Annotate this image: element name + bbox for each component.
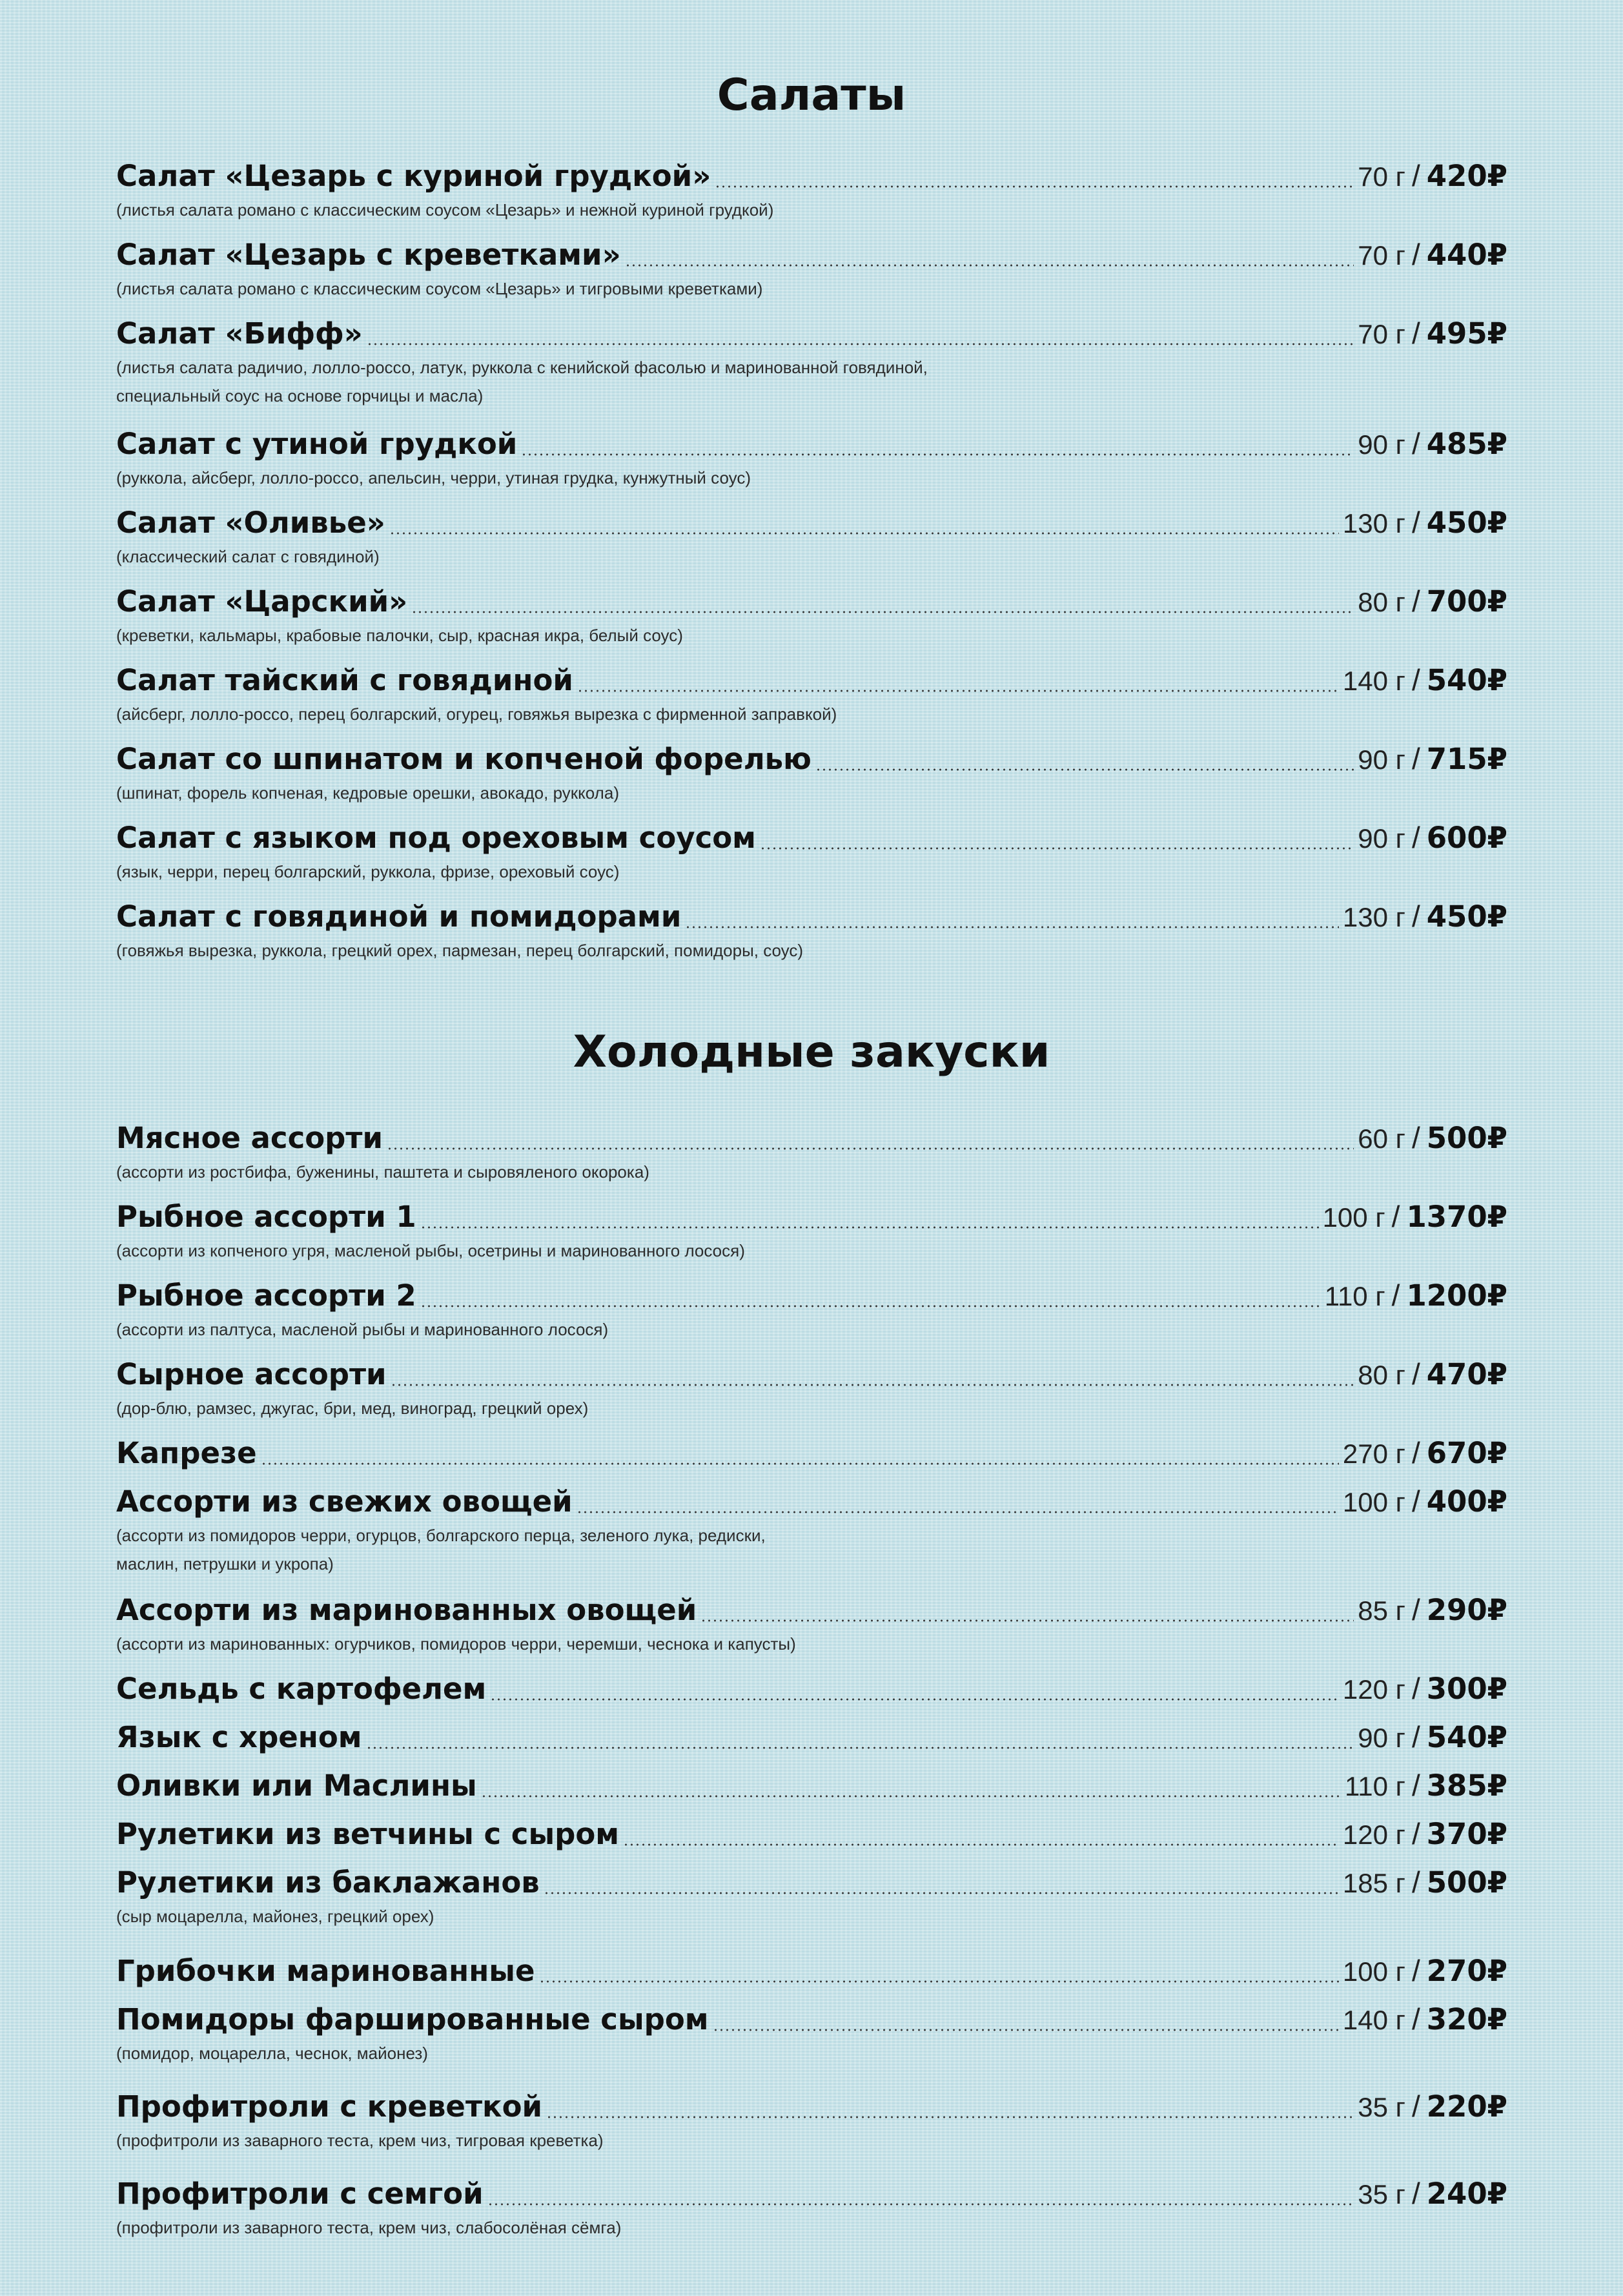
menu-item-weight: 120 г [1342, 1674, 1405, 1705]
menu-item-price: 495₽ [1426, 316, 1507, 351]
weight-price-separator: / [1411, 2002, 1420, 2036]
weight-price-separator: / [1411, 159, 1420, 192]
menu-item-price: 370₽ [1426, 1817, 1507, 1851]
menu-item-price: 1370₽ [1406, 1200, 1507, 1234]
menu-item-description: (помидор, моцарелла, чеснок, майонез) [116, 2044, 428, 2063]
menu-item-description: (ассорти из помидоров черри, огурцов, болгарского перца, зеленого лука, редиски, [116, 1526, 766, 1545]
menu-item-weight: 100 г [1342, 1956, 1405, 1987]
menu-item-description: (листья салата радичио, лолло-россо, латук, руккола с кенийской фасолью и маринованной говядиной, [116, 358, 928, 377]
weight-price-separator: / [1411, 742, 1420, 775]
dot-leader [366, 1747, 1354, 1749]
menu-item-description: (ассорти из палтуса, масленой рыбы и маринованного лосося) [116, 1320, 609, 1339]
menu-item [116, 426, 1507, 492]
dot-leader [367, 343, 1354, 345]
weight-price-separator: / [1411, 1672, 1420, 1705]
menu-item-name: Салат с языком под ореховым соусом [116, 821, 756, 855]
menu-item-row [116, 1357, 1507, 1394]
menu-item-description: (говяжья вырезка, руккола, грецкий орех, пармезан, перец болгарский, помидоры, соус) [116, 941, 804, 960]
menu-item-price: 420₽ [1426, 159, 1507, 193]
menu-item-name: Профитроли с креветкой [116, 2089, 543, 2124]
dot-leader [577, 690, 1339, 692]
menu-item-weight: 90 г [1358, 744, 1405, 775]
menu-item [116, 820, 1507, 886]
weight-price-separator: / [1411, 427, 1420, 460]
menu-item-row [116, 741, 1507, 779]
menu-item-description: (руккола, айсберг, лолло-россо, апельсин, черри, утиная грудка, кунжутный соус) [116, 468, 751, 487]
weight-price-separator: / [1411, 1593, 1420, 1626]
dot-leader [625, 264, 1354, 267]
menu-item-weight: 270 г [1342, 1439, 1405, 1469]
menu-item-weight: 90 г [1358, 823, 1405, 854]
weight-price-separator: / [1391, 1278, 1400, 1312]
menu-item-row [116, 158, 1507, 196]
menu-item-row [116, 1199, 1507, 1236]
menu-item-row [116, 1953, 1507, 1991]
menu-item-description: (айсберг, лолло-россо, перец болгарский, огурец, говяжья вырезка с фирменной заправкой) [116, 704, 837, 724]
menu-item-price: 270₽ [1426, 1954, 1507, 1988]
menu-item-description: маслин, петрушки и укропа) [116, 1554, 334, 1573]
menu-item-weight: 85 г [1358, 1595, 1405, 1626]
menu-item-price: 715₽ [1426, 742, 1507, 776]
menu-item-name: Ассорти из маринованных овощей [116, 1593, 697, 1627]
menu-item-name: Рыбное ассорти 1 [116, 1200, 416, 1234]
menu-item-row [116, 2089, 1507, 2126]
weight-price-separator: / [1411, 316, 1420, 350]
menu-item-weight: 120 г [1342, 1819, 1405, 1850]
menu-item-description: (ассорти из копченого угря, масленой рыбы, осетрины и маринованного лосося) [116, 1241, 745, 1260]
menu-item-description: (креветки, кальмары, крабовые палочки, сыр, красная икра, белый соус) [116, 626, 683, 645]
menu-item-weight: 185 г [1342, 1868, 1405, 1898]
menu-item-name: Рулетики из ветчины с сыром [116, 1817, 620, 1851]
section-title-cold-appetizers: Холодные закуски [573, 1027, 1050, 1078]
menu-item-price: 540₽ [1426, 1720, 1507, 1754]
menu-item [116, 1671, 1507, 1708]
menu-item-row [116, 1768, 1507, 1805]
menu-item-description: (листья салата романо с классическим соусом «Цезарь» и тигровыми креветками) [116, 279, 763, 298]
menu-item [116, 1435, 1507, 1473]
menu-item-price: 385₽ [1426, 1768, 1507, 1803]
menu-item-row [116, 1719, 1507, 1757]
menu-item-name: Помидоры фаршированные сыром [116, 2002, 709, 2036]
menu-item-weight: 100 г [1322, 1202, 1385, 1233]
menu-item-weight: 35 г [1358, 2092, 1405, 2122]
menu-item-weight: 110 г [1345, 1771, 1405, 1801]
menu-item-description: специальный соус на основе горчицы и масла) [116, 386, 484, 405]
menu-item-description: (сыр моцарелла, майонез, грецкий орех) [116, 1907, 434, 1926]
menu-item-price: 400₽ [1426, 1484, 1507, 1519]
weight-price-separator: / [1411, 1954, 1420, 1987]
menu-item-row [116, 584, 1507, 621]
menu-item-weight: 130 г [1342, 508, 1405, 538]
weight-price-separator: / [1411, 1865, 1420, 1899]
weight-price-separator: / [1411, 899, 1420, 933]
dot-leader [577, 1511, 1339, 1513]
dot-leader [420, 1226, 1319, 1229]
menu-item-description: (дор-блю, рамзес, джугас, бри, мед, виноград, грецкий орех) [116, 1399, 589, 1418]
menu-item-row [116, 1120, 1507, 1158]
menu-item-price: 220₽ [1426, 2089, 1507, 2124]
dot-leader [487, 2203, 1354, 2206]
menu-item [116, 1484, 1507, 1578]
menu-item-name: Мясное ассорти [116, 1121, 383, 1155]
menu-item-name: Сельдь с картофелем [116, 1672, 487, 1706]
menu-item-description: (ассорти из маринованных: огурчиков, помидоров черри, черемши, чеснока и капусты) [116, 1634, 796, 1654]
menu-item-description: (язык, черри, перец болгарский, руккола, фризе, ореховый соус) [116, 862, 620, 881]
menu-item-row [116, 237, 1507, 274]
dot-leader [815, 768, 1354, 771]
menu-item-name: Салат «Бифф» [116, 316, 363, 351]
menu-item [116, 2176, 1507, 2242]
menu-item [116, 1120, 1507, 1186]
menu-item-price: 485₽ [1426, 427, 1507, 461]
menu-item-name: Сырное ассорти [116, 1357, 387, 1391]
menu-item [116, 1816, 1507, 1854]
weight-price-separator: / [1411, 1436, 1420, 1470]
dot-leader [420, 1305, 1321, 1307]
menu-item-price: 600₽ [1426, 821, 1507, 855]
weight-price-separator: / [1411, 663, 1420, 697]
menu-item-row [116, 1592, 1507, 1630]
menu-item-weight: 80 г [1358, 587, 1405, 617]
dot-leader [715, 185, 1354, 188]
menu-item [116, 1865, 1507, 1931]
menu-item-description: (листья салата романо с классическим соусом «Цезарь» и нежной куриной грудкой) [116, 200, 774, 220]
menu-item-price: 320₽ [1426, 2002, 1507, 2036]
menu-item [116, 158, 1507, 224]
menu-item-name: Рулетики из баклажанов [116, 1865, 540, 1900]
menu-item-name: Салат тайский с говядиной [116, 663, 573, 697]
menu-item-name: Салат «Царский» [116, 584, 408, 619]
menu-item-price: 1200₽ [1406, 1278, 1507, 1313]
menu-item-name: Грибочки маринованные [116, 1954, 535, 1988]
menu-item-name: Салат с утиной грудкой [116, 427, 518, 461]
menu-item-row [116, 1865, 1507, 1902]
menu-item-name: Оливки или Маслины [116, 1768, 477, 1803]
menu-item-price: 700₽ [1426, 584, 1507, 619]
menu-item [116, 741, 1507, 807]
menu-item-row [116, 1816, 1507, 1854]
menu-item-weight: 70 г [1358, 240, 1405, 271]
menu-item-price: 290₽ [1426, 1593, 1507, 1627]
menu-item [116, 1953, 1507, 1991]
weight-price-separator: / [1411, 1817, 1420, 1850]
weight-price-separator: / [1411, 1720, 1420, 1754]
menu-item-price: 450₽ [1426, 899, 1507, 934]
menu-item-row [116, 505, 1507, 542]
menu-item-price: 500₽ [1426, 1865, 1507, 1900]
menu-item [116, 316, 1507, 410]
weight-price-separator: / [1411, 2177, 1420, 2210]
weight-price-separator: / [1411, 1357, 1420, 1391]
menu-item [116, 1357, 1507, 1422]
menu-item-weight: 35 г [1358, 2179, 1405, 2209]
menu-item-name: Ассорти из свежих овощей [116, 1484, 573, 1519]
menu-item [116, 662, 1507, 728]
section-title-salads: Салаты [717, 70, 906, 121]
menu-item-description: (профитроли из заварного теста, крем чиз, тигровая креветка) [116, 2131, 604, 2150]
weight-price-separator: / [1411, 821, 1420, 854]
menu-item-weight: 100 г [1342, 1487, 1405, 1517]
menu-item [116, 505, 1507, 571]
weight-price-separator: / [1411, 584, 1420, 618]
menu-item [116, 1768, 1507, 1805]
menu-item-name: Салат с говядиной и помидорами [116, 899, 682, 934]
menu-item [116, 2089, 1507, 2155]
weight-price-separator: / [1411, 1768, 1420, 1802]
menu-item-description: (профитроли из заварного теста, крем чиз, слабосолёная сёмга) [116, 2218, 622, 2237]
menu-item-weight: 60 г [1358, 1123, 1405, 1154]
menu-item-weight: 140 г [1342, 666, 1405, 696]
menu-item-description: (шпинат, форель копченая, кедровые орешки, авокадо, руккола) [116, 783, 619, 803]
menu-item [116, 1199, 1507, 1265]
menu-item-row [116, 2176, 1507, 2213]
menu-item-row [116, 899, 1507, 936]
menu-item-price: 540₽ [1426, 663, 1507, 697]
menu-item-row [116, 2002, 1507, 2039]
menu-item-row [116, 316, 1507, 353]
weight-price-separator: / [1411, 2089, 1420, 2123]
menu-item-price: 240₽ [1426, 2177, 1507, 2211]
menu-item-row [116, 426, 1507, 464]
weight-price-separator: / [1411, 1121, 1420, 1154]
dot-leader [544, 1892, 1339, 1894]
dot-leader [521, 453, 1354, 456]
menu-item-price: 440₽ [1426, 238, 1507, 272]
weight-price-separator: / [1391, 1200, 1400, 1233]
dot-leader [261, 1462, 1339, 1465]
menu-item-name: Капрезе [116, 1436, 257, 1470]
menu-item-price: 500₽ [1426, 1121, 1507, 1155]
dot-leader [713, 2029, 1339, 2031]
menu-item-weight: 110 г [1324, 1281, 1385, 1311]
menu-item [116, 899, 1507, 965]
menu-item-name: Язык с хреном [116, 1720, 362, 1754]
menu-item [116, 237, 1507, 303]
dot-leader [387, 1147, 1354, 1150]
weight-price-separator: / [1411, 506, 1420, 539]
menu-item [116, 1592, 1507, 1658]
menu-item [116, 1719, 1507, 1757]
menu-item-description: (классический салат с говядиной) [116, 547, 380, 566]
weight-price-separator: / [1411, 238, 1420, 271]
menu-item-row [116, 662, 1507, 700]
dot-leader [481, 1795, 1341, 1798]
menu-item-weight: 130 г [1342, 902, 1405, 932]
dot-leader [546, 2116, 1354, 2118]
menu-item-weight: 70 г [1358, 319, 1405, 349]
menu-item-row [116, 1484, 1507, 1521]
dot-leader [490, 1698, 1339, 1701]
dot-leader [539, 1980, 1339, 1983]
menu-item [116, 584, 1507, 650]
menu-item-price: 470₽ [1426, 1357, 1507, 1391]
menu-item-weight: 90 г [1358, 429, 1405, 460]
menu-item-row [116, 1435, 1507, 1473]
menu-item-name: Салат «Цезарь с креветками» [116, 238, 621, 272]
menu-item-name: Салат со шпинатом и копченой форелью [116, 742, 812, 776]
menu-item-weight: 70 г [1358, 161, 1405, 192]
menu-item-name: Салат «Оливье» [116, 506, 385, 540]
menu-item-name: Профитроли с семгой [116, 2177, 484, 2211]
menu-item-price: 450₽ [1426, 506, 1507, 540]
dot-leader [391, 1384, 1354, 1386]
menu-item-weight: 140 г [1342, 2005, 1405, 2035]
dot-leader [411, 611, 1354, 613]
menu-item-price: 670₽ [1426, 1436, 1507, 1470]
menu-item-price: 300₽ [1426, 1672, 1507, 1706]
menu-item-row [116, 1278, 1507, 1315]
menu-item [116, 1278, 1507, 1344]
menu-item-name: Рыбное ассорти 2 [116, 1278, 416, 1313]
menu-item-name: Салат «Цезарь с куриной грудкой» [116, 159, 711, 193]
dot-leader [700, 1619, 1354, 1622]
menu-item-weight: 90 г [1358, 1723, 1405, 1753]
dot-leader [685, 926, 1339, 928]
menu-item [116, 2002, 1507, 2067]
dot-leader [623, 1843, 1339, 1846]
menu-item-description: (ассорти из ростбифа, буженины, паштета и сыровяленого окорока) [116, 1162, 649, 1182]
weight-price-separator: / [1411, 1484, 1420, 1518]
menu-item-row [116, 1671, 1507, 1708]
menu-item-weight: 80 г [1358, 1360, 1405, 1390]
menu-item-row [116, 820, 1507, 857]
dot-leader [389, 532, 1339, 535]
dot-leader [760, 847, 1354, 850]
